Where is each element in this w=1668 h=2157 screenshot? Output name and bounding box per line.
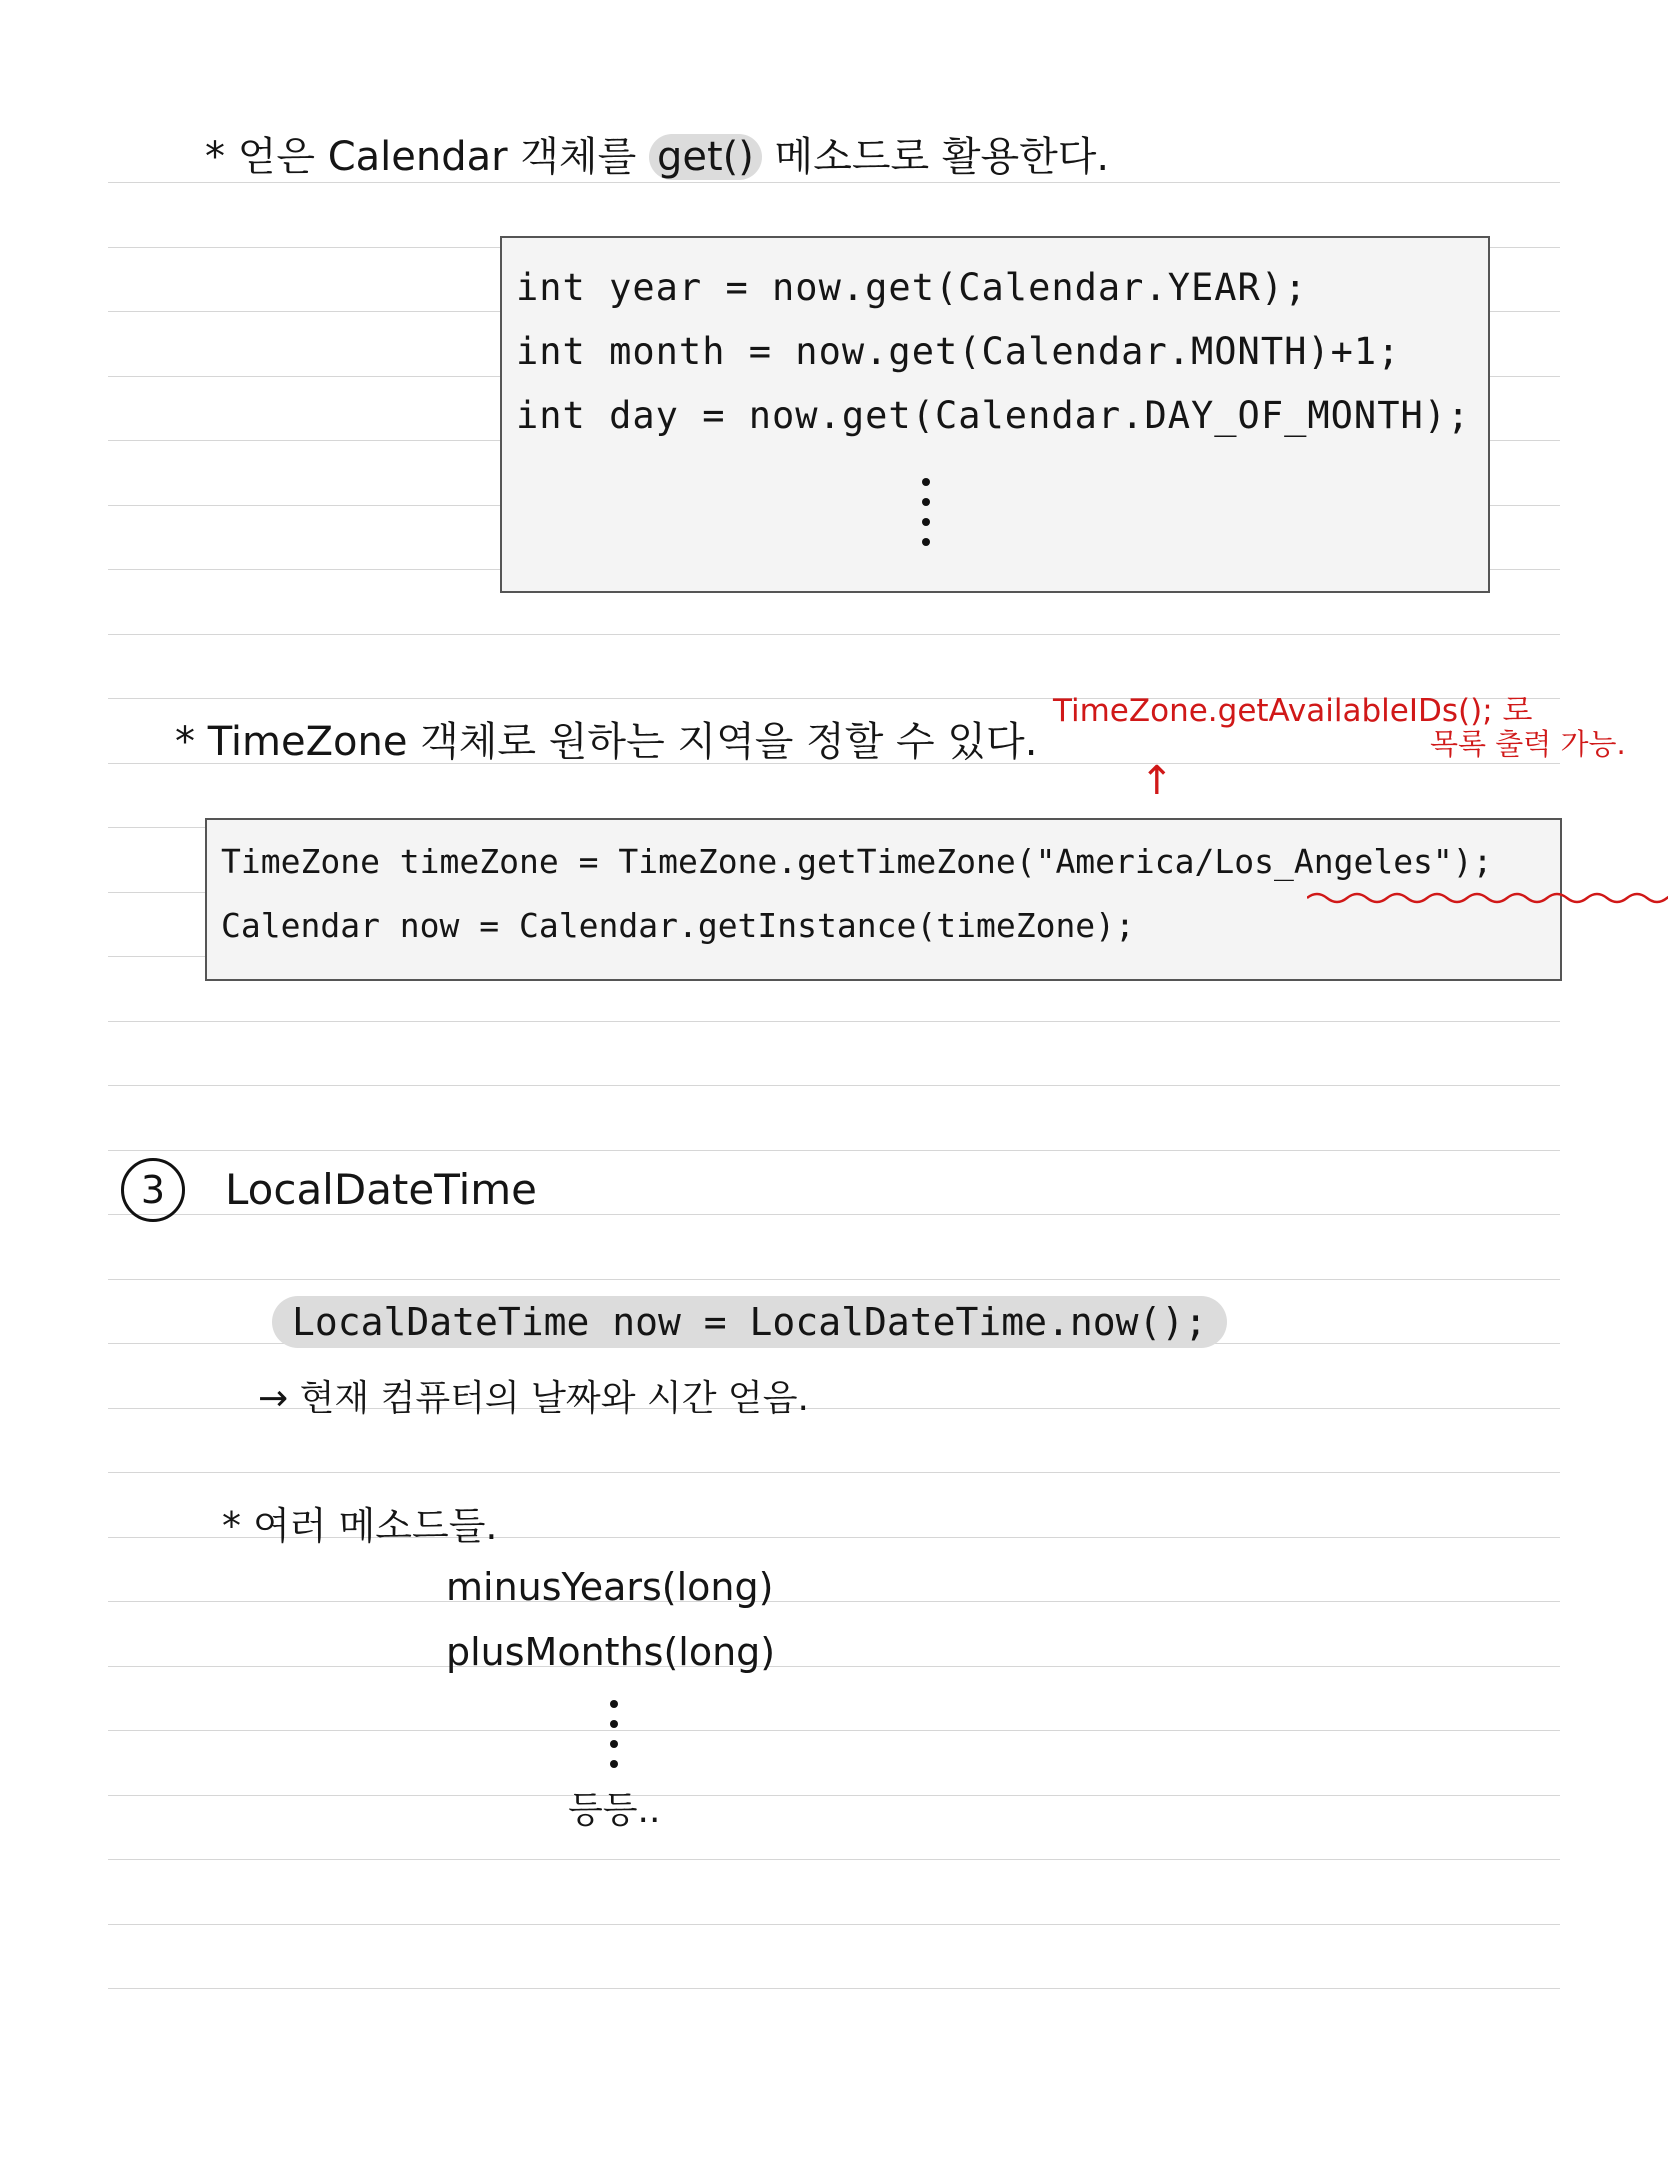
timezone-code-box: [205, 818, 1562, 981]
red-squiggle-underline: [1307, 890, 1668, 906]
timezone-heading: * TimeZone 객체로 원하는 지역을 정할 수 있다.: [175, 719, 1038, 765]
rule-line: [108, 1988, 1560, 1989]
localdatetime-now-code: LocalDateTime now = LocalDateTime.now();: [272, 1296, 1227, 1348]
rule-line: [108, 1795, 1560, 1796]
section-title-localdatetime: LocalDateTime: [225, 1165, 538, 1214]
calendar-get-note: [205, 125, 1109, 182]
code-line-month: int month = now.get(Calendar.MONTH)+1;: [516, 330, 1401, 373]
get-method-highlight: get(): [649, 134, 762, 180]
code-line-calendar-instance: Calendar now = Calendar.getInstance(timeZone);: [221, 906, 1135, 945]
localdatetime-now-desc: → 현재 컴퓨터의 날짜와 시간 얻음.: [258, 1378, 809, 1419]
timezone-side-note-1: TimeZone.getAvailableIDs(); 로: [1053, 693, 1533, 729]
rule-line: [108, 1666, 1560, 1667]
timezone-side-note-2: 목록 출력 가능.: [1430, 727, 1626, 761]
ellipsis-dots-methods: [610, 1700, 618, 1780]
methods-heading: * 여러 메소드들.: [222, 1504, 498, 1548]
note-text-pre: * 얻은 Calendar 객체를: [205, 134, 649, 180]
rule-line: [108, 634, 1560, 635]
ellipsis-dots: [922, 478, 930, 558]
code-line-day: int day = now.get(Calendar.DAY_OF_MONTH);: [516, 394, 1471, 437]
rule-line: [108, 1730, 1560, 1731]
rule-line: [108, 1279, 1560, 1280]
etc-text: 등등..: [568, 1790, 661, 1831]
rule-line: [108, 1859, 1560, 1860]
note-text-post: 메소드로 활용한다.: [761, 134, 1110, 180]
rule-line: [108, 1214, 1560, 1215]
section-number-3: 3: [121, 1158, 185, 1222]
rule-line: [108, 1085, 1560, 1086]
arrow-up-icon: ↑: [1140, 758, 1174, 804]
code-line-year: int year = now.get(Calendar.YEAR);: [516, 266, 1308, 309]
rule-line: [108, 1472, 1560, 1473]
code-line-timezone: TimeZone timeZone = TimeZone.getTimeZone("America/Los_Angeles");: [221, 842, 1493, 881]
method-plus-months: plusMonths(long): [446, 1630, 776, 1674]
rule-line: [108, 1601, 1560, 1602]
rule-line: [108, 1021, 1560, 1022]
rule-line: [108, 182, 1560, 183]
method-minus-years: minusYears(long): [446, 1565, 774, 1609]
calendar-code-box: [500, 236, 1490, 593]
rule-line: [108, 1924, 1560, 1925]
rule-line: [108, 1150, 1560, 1151]
